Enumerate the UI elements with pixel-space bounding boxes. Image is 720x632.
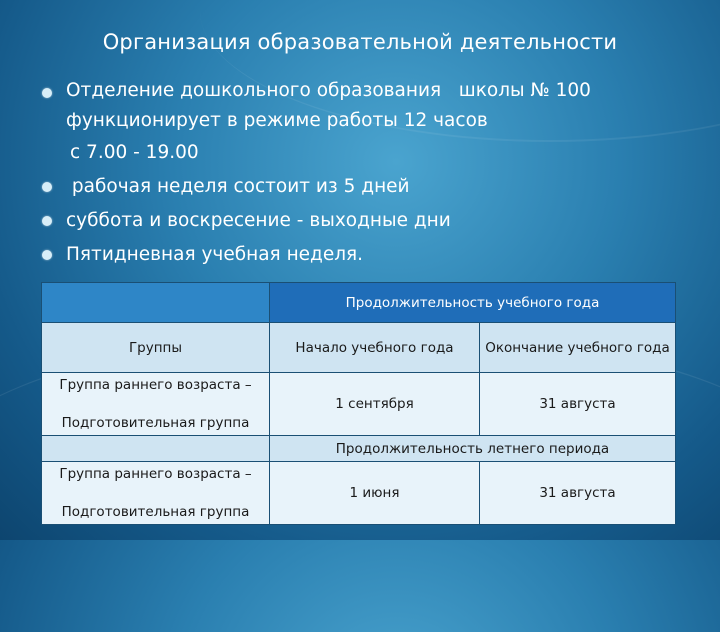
summer-start-cell: 1 июня bbox=[270, 462, 480, 525]
end-column-header: Окончание учебного года bbox=[480, 323, 676, 373]
start-column-header: Начало учебного года bbox=[270, 323, 480, 373]
bullet-text: Пятидневная учебная неделя. bbox=[66, 244, 364, 265]
bullet-continuation: функционирует в режиме работы 12 часов bbox=[66, 110, 488, 131]
groups-column-header: Группы bbox=[42, 323, 270, 373]
bullet-icon bbox=[42, 216, 52, 226]
bullet-icon bbox=[42, 250, 52, 260]
academic-year-header: Продолжительность учебного года bbox=[270, 283, 676, 323]
bullet-icon bbox=[42, 182, 52, 192]
group-name: Группа раннего возраста – bbox=[59, 377, 252, 393]
bullet-item bbox=[40, 204, 700, 238]
group-name: Подготовительная группа bbox=[61, 415, 250, 431]
summer-spacer-cell bbox=[42, 436, 270, 462]
summer-end-cell: 31 августа bbox=[480, 462, 676, 525]
bullet-text: суббота и воскресение - выходные дни bbox=[66, 210, 451, 231]
group-name: Подготовительная группа bbox=[61, 504, 250, 520]
group-cell bbox=[42, 462, 270, 525]
bullet-text: Отделение дошкольного образования школы № 100 bbox=[66, 80, 591, 101]
slide-title: Организация образовательной деятельности bbox=[102, 30, 618, 54]
schedule-table bbox=[41, 282, 676, 525]
year-start-cell: 1 сентября bbox=[270, 373, 480, 436]
bullet-icon bbox=[42, 88, 52, 98]
table-corner-cell bbox=[42, 283, 270, 323]
group-name: Группа раннего возраста – bbox=[59, 466, 252, 482]
group-cell bbox=[42, 373, 270, 436]
year-end-cell: 31 августа bbox=[480, 373, 676, 436]
summer-period-header: Продолжительность летнего периода bbox=[270, 436, 676, 462]
bullet-text: рабочая неделя состоит из 5 дней bbox=[66, 176, 410, 197]
bullet-continuation: с 7.00 - 19.00 bbox=[70, 142, 199, 163]
bullet-item bbox=[40, 76, 700, 106]
bullet-item bbox=[40, 170, 700, 204]
bullet-list bbox=[40, 76, 700, 272]
bullet-item bbox=[40, 238, 700, 272]
